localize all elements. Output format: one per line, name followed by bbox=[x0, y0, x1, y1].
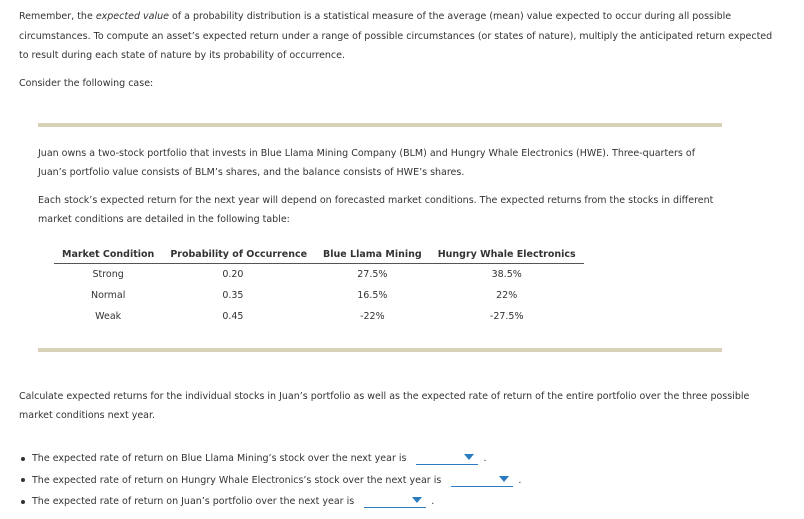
cell-hwe-return: 38.5% bbox=[491, 269, 522, 280]
cell-blm-return: -22% bbox=[360, 311, 385, 322]
cell-blm-return: 27.5% bbox=[357, 269, 388, 280]
case-bottom-rule bbox=[38, 348, 722, 352]
portfolio-return-dropdown[interactable] bbox=[364, 495, 426, 508]
question-text: The expected rate of return on Blue Llama Mining’s stock over the next year is bbox=[32, 453, 407, 465]
header-probability: Probability of Occurrence bbox=[162, 246, 315, 264]
intro-text-part1: Remember, the bbox=[19, 11, 96, 22]
header-blue-llama-mining: Blue Llama Mining bbox=[315, 246, 430, 264]
question-text: The expected rate of return on Juan’s portfolio over the next year is bbox=[32, 496, 355, 508]
question-text: The expected rate of return on Hungry Whale Electronics’s stock over the next year is bbox=[32, 474, 442, 486]
table-row bbox=[54, 285, 584, 306]
question-portfolio-expected-return bbox=[19, 491, 521, 513]
cell-hwe-return: 22% bbox=[496, 290, 518, 301]
question-blm-expected-return bbox=[19, 448, 521, 470]
cell-probability: 0.35 bbox=[222, 290, 244, 301]
calculate-instructions: Calculate expected returns for the individual stocks in Juan’s portfolio as well as the expected rate of return of the entire portfolio over the three possible market conditions next year. bbox=[19, 391, 750, 421]
hwe-return-dropdown[interactable] bbox=[451, 474, 513, 487]
question-suffix: . bbox=[431, 496, 435, 508]
header-market-condition: Market Condition bbox=[54, 246, 162, 264]
dropdown-caret-icon bbox=[499, 476, 509, 482]
intro-paragraph bbox=[19, 7, 779, 66]
consider-label: Consider the following case: bbox=[19, 78, 154, 89]
bullet-icon bbox=[21, 500, 25, 504]
blm-return-dropdown[interactable] bbox=[416, 452, 478, 465]
question-suffix: . bbox=[483, 453, 487, 465]
table-header-row bbox=[54, 246, 584, 264]
cell-condition: Weak bbox=[95, 311, 122, 322]
question-list bbox=[19, 448, 521, 513]
cell-hwe-return: -27.5% bbox=[489, 311, 524, 322]
case-top-rule bbox=[38, 123, 722, 127]
cell-blm-return: 16.5% bbox=[357, 290, 388, 301]
header-hungry-whale-electronics: Hungry Whale Electronics bbox=[430, 246, 584, 264]
intro-italic-term: expected value bbox=[95, 11, 169, 22]
bullet-icon bbox=[21, 478, 25, 482]
cell-condition: Strong bbox=[92, 269, 124, 280]
intro-text-part2: of a probability distribution is a statistical measure of the average (mean) value expected to occur during all possible circumstances. To compute an asset’s expected return under a range of possible circumstances (or states of nature), multiply the anticipated return expected to result during each state of nature by its probability of occurrence. bbox=[19, 11, 773, 61]
dropdown-caret-icon bbox=[412, 497, 422, 503]
expected-returns-table bbox=[54, 246, 584, 327]
bullet-icon bbox=[21, 457, 25, 461]
dropdown-caret-icon bbox=[464, 454, 474, 460]
case-paragraph-portfolio: Juan owns a two-stock portfolio that invests in Blue Llama Mining Company (BLM) and Hungry Whale Electronics (HWE). Three-quarters of Juan’s portfolio value consists of BLM’s shares, and the balance consists of HWE’s shares. bbox=[38, 148, 696, 178]
table-row bbox=[54, 306, 584, 327]
question-suffix: . bbox=[518, 474, 522, 486]
table-row bbox=[54, 264, 584, 286]
case-paragraph-conditions: Each stock’s expected return for the next year will depend on forecasted market conditions. The expected returns from the stocks in different market conditions are detailed in the following table: bbox=[38, 195, 714, 225]
question-hwe-expected-return bbox=[19, 470, 521, 492]
cell-probability: 0.20 bbox=[222, 269, 244, 280]
cell-condition: Normal bbox=[90, 290, 126, 301]
cell-probability: 0.45 bbox=[222, 311, 244, 322]
